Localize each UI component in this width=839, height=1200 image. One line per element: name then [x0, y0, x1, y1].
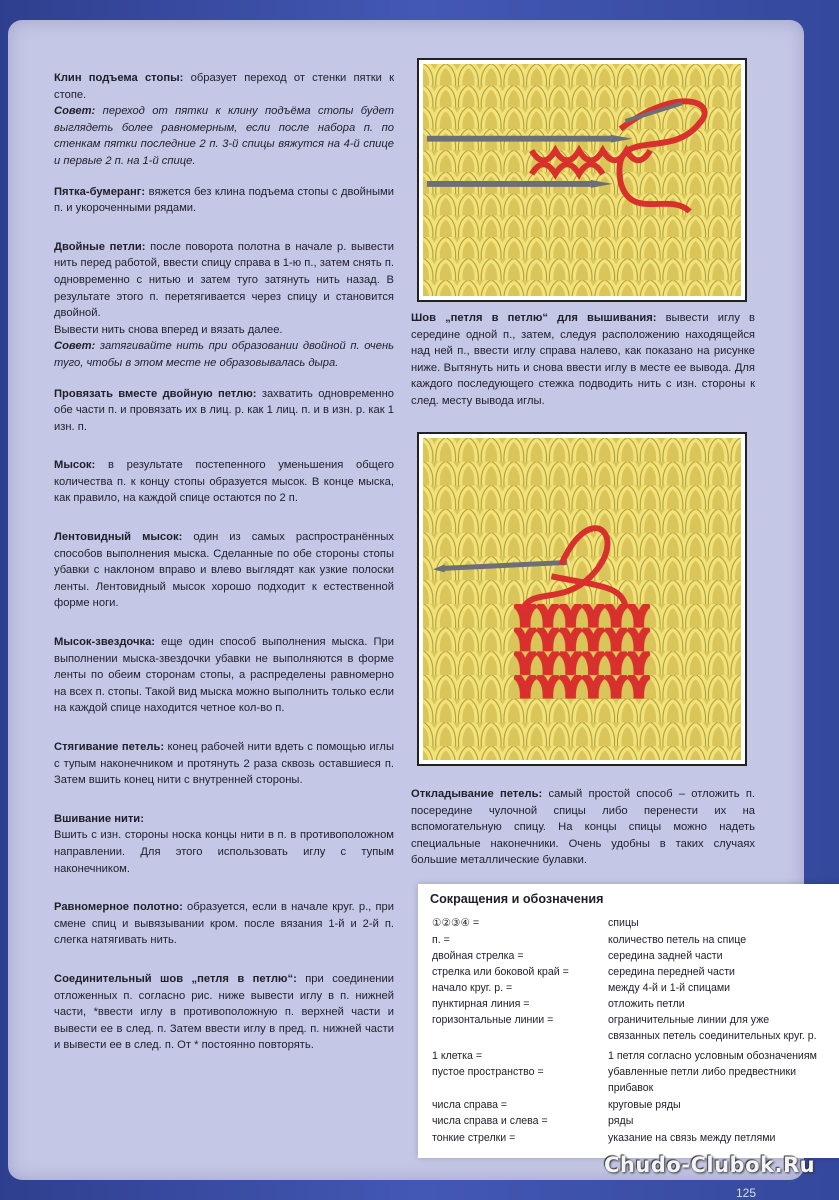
para-gathering: Стягивание петель: конец рабочей нити вдеть с помощью иглы с тупым наконечником и протянуть 2 раза сквозь оставшиеся п. Затем вшить конец нити с внутренней стороны. — [54, 741, 394, 787]
abbreviation-value: прибавок — [608, 1082, 654, 1094]
abbreviation-key: 1 клетка = — [432, 1050, 483, 1062]
abbreviation-value: ограничительные линии для уже — [608, 1014, 770, 1026]
knit-illustration-2 — [423, 438, 741, 760]
abbreviation-value: круговые ряды — [608, 1099, 681, 1111]
para-even-fabric: Равномерное полотно: образуется, если в начале круг. р., при смене спиц и вывязывании кром. после вязания 1-й и 2-й п. слегка натягивать нить. — [54, 901, 394, 947]
knit-illustration-1 — [423, 64, 741, 296]
abbreviation-key: ①②③④ = — [432, 917, 480, 929]
abbreviations-title: Сокращения и обозначения — [430, 892, 604, 906]
para-instep-gusset: Клин подъема стопы: образует переход от стенки пятки к стопе. Совет: переход от пятки к клину подъёма стопы будет выглядеть более равномерным, если после набора п. по стенкам пятки последние 2 п. 3-й спицы вяжутся на 4-й спице и первые 2 п. на 1-й спице. — [54, 72, 394, 167]
abbreviation-value: середина передней части — [608, 966, 735, 978]
para-double-stitches: Двойные петли: после поворота полотна в начале р. вывести нить перед работой, ввести спицу справа в 1-ю п., затем снять п. одновременно с нитью и затем туго затянуть нить назад. В результате этого п. перетягивается через спицу и становится двойной. Вывести нить снова вперед и вязать далее. Совет: затягивайте нить при образовании двойной п. очень туго, чтобы в этом месте не образовывалась дыра. — [54, 240, 394, 369]
para-kitchener-seam: Соединительный шов „петля в петлю“: при соединении отложенных п. согласно рис. ниже вывести иглу в п. нижней части, *ввести иглу в противоположную п. верхней части и вывести ее в след. п. Затем ввести иглу в пред. п. нижней части и вывести ее в след. п. От * постоянно повторять. — [54, 972, 394, 1052]
abbreviation-value: указание на связь между петлями — [608, 1132, 776, 1144]
abbreviation-key: пунктирная линия = — [432, 998, 530, 1010]
right-para-holding-stitches: Откладывание петель: самый простой способ – отложить п. посередине чулочной спицы либо перенести их на вспомогательную спицу. На концы спицы можно надеть специальные наконечники. Очень удобны в таких случаях большие металлические булавки. — [411, 788, 756, 867]
abbreviation-key: горизонтальные линии = — [432, 1014, 554, 1026]
right-para-embroidery-seam: Шов „петля в петлю“ для вышивания: вывести иглу в середине одной п., затем, следуя расположению находящейся над ней п., ввести иглу справа налево, как показано на рисунке ниже. Вытянуть нить и снова ввести иглу в месте ее вывода. Для каждого последующего стежка подводить нить с изн. стороны к след. месту вывода иглы. — [411, 312, 755, 407]
abbreviation-value: между 4-й и 1-й спицами — [608, 982, 731, 994]
para-band-toe: Лентовидный мысок: один из самых распространённых способов выполнения мыска. Сделанные по обе стороны стопы убавки с наклоном вправо и влево выглядят как узкие полоски ленты. Лентовидный мысок хорошо подходит к естественной форме ноги. — [54, 531, 394, 610]
abbreviations-box — [418, 884, 839, 1158]
para-toe: Мысок: в результате постепенного уменьшения общего количества п. к концу стопы образуется мысок. В конце мыска, как правило, на каждой спице остаются по 2 п. — [54, 459, 394, 505]
abbreviation-key: стрелка или боковой край = — [432, 966, 569, 978]
para-weaving-in: Вшивание нити: Вшить с изн. стороны носка концы нити в п. в противоположном направлении. Для этого использовать иглу с тупым наконечником. — [54, 812, 394, 875]
abbreviation-key: двойная стрелка = — [432, 950, 524, 962]
watermark: Chudo-Clubok.Ru — [604, 1153, 816, 1177]
abbreviation-key: числа справа и слева = — [432, 1115, 548, 1127]
abbreviation-value: спицы — [608, 917, 639, 929]
abbreviation-value: середина задней части — [608, 950, 723, 962]
abbreviation-value: ряды — [608, 1115, 634, 1127]
page-number: 125 — [736, 1186, 757, 1200]
abbreviation-value: отложить петли — [608, 998, 685, 1010]
figure-kitchener-stitch — [417, 58, 747, 302]
para-star-toe: Мысок-звездочка: еще один способ выполнения мыска. При выполнении мыска-звездочки убавки не выполняются в форме ленты по обеим сторонам стопы, а распределены равномерно на всех п. стопы. Такой вид мыска можно выполнить только если на каждой спице находится четное кол-во п. — [54, 636, 394, 715]
abbreviation-key: тонкие стрелки = — [432, 1132, 516, 1144]
abbreviation-value: убавленные петли либо предвестники — [608, 1066, 797, 1078]
abbreviation-key: начало круг. р. = — [432, 982, 513, 994]
abbreviation-value: связанных петель соединительных круг. р. — [608, 1030, 817, 1042]
abbreviation-value: количество петель на спице — [608, 934, 747, 946]
abbreviation-key: пустое пространство = — [432, 1066, 544, 1078]
para-knit-double-together: Провязать вместе двойную петлю: захватить одновременно обе части п. и провязать их в лиц. р. как 1 лиц. п. и в изн. р. как 1 изн. п. — [54, 387, 394, 433]
abbreviation-value: 1 петля согласно условным обозначениям — [608, 1050, 817, 1062]
para-boomerang-heel: Пятка-бумеранг: вяжется без клина подъема стопы с двойными п. и укороченными рядами. — [54, 185, 394, 215]
left-column — [54, 70, 394, 1068]
abbreviation-key: числа справа = — [432, 1099, 508, 1111]
abbreviation-key: п. = — [432, 934, 450, 946]
figure-duplicate-stitch — [417, 432, 747, 766]
